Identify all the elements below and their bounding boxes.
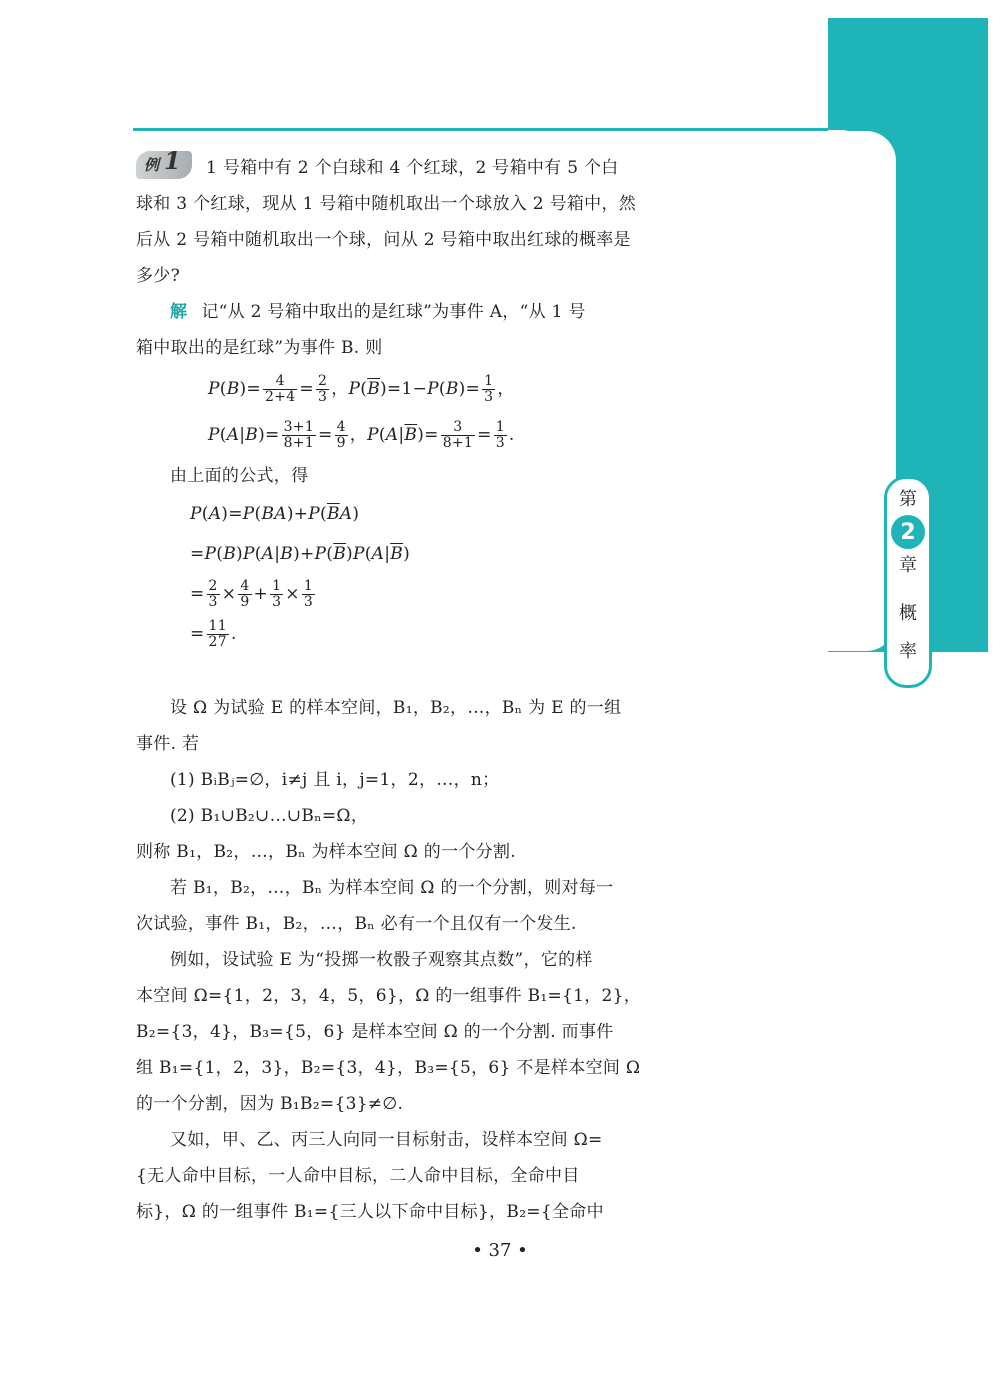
chapter-number: 2 [891, 515, 925, 549]
example-problem [102, 146, 642, 186]
equation-1: P(B)= $\frac{4}{2+4}$ = $\frac{2}{3}$ ，$P(\overline{B})=1-P(B)=$ $\frac{1}{3}$ ， [208, 373, 515, 405]
solution-line: 箱中取出的是红球”为事件 B. 则 [136, 338, 383, 358]
example-badge-text: 例 [144, 156, 160, 174]
para-line: 标}，Ω 的一组事件 B₁={三人以下命中目标}，B₂={全命中 [136, 1202, 604, 1222]
example-badge [136, 146, 192, 179]
page-number: • 37 • [472, 1240, 528, 1261]
problem-line: 1 号箱中有 2 个白球和 4 个红球，2 号箱中有 5 个白 [206, 158, 619, 178]
para-line: 例如，设试验 E 为“投掷一枚骰子观察其点数”，它的样 [170, 950, 593, 970]
para-line: {无人命中目标，一人命中目标，二人命中目标，全命中目 [136, 1166, 580, 1186]
spacer [136, 654, 642, 690]
derivation-line-4: = $\frac{11}{27}$ . [190, 618, 237, 650]
para-line: 的一个分割，因为 B₁B₂={3}≠∅. [136, 1094, 404, 1114]
derivation-line-3: = $\frac{2}{3}$ × $\frac{4}{9}$ + $\frac{1}{3}$ × $\frac{1}{3}$ [190, 578, 314, 610]
chapter-tab [884, 476, 932, 688]
para-line: 则称 B₁，B₂，…，Bₙ 为样本空间 Ω 的一个分割. [136, 842, 516, 862]
chapter-title-char-1: 概 [899, 603, 917, 624]
para-line: 事件. 若 [136, 734, 200, 754]
para-line: 设 Ω 为试验 E 的样本空间，B₁，B₂，…，Bₙ 为 E 的一组 [170, 698, 622, 718]
problem-line: 后从 2 号箱中随机取出一个球，问从 2 号箱中取出红球的概率是 [136, 230, 631, 250]
chapter-title-char-2: 率 [899, 641, 917, 662]
example-badge-number: 1 [164, 146, 181, 175]
derivation-line-1: $P(A)=P(BA)+P(\overline{B}A)$ [190, 504, 360, 524]
chapter-title [899, 603, 917, 663]
condition-1: (1) BᵢBⱼ=∅，i≠j 且 i，j=1，2，…，n； [170, 770, 500, 790]
problem-line: 球和 3 个红球，现从 1 号箱中随机取出一个球放入 2 号箱中，然 [136, 194, 637, 214]
chapter-suffix: 章 [899, 555, 917, 576]
para-line: 次试验，事件 B₁，B₂，…，Bₙ 必有一个且仅有一个发生. [136, 914, 577, 934]
condition-2: (2) B₁∪B₂∪…∪Bₙ=Ω， [170, 806, 369, 826]
page-content [136, 146, 642, 1230]
para-line: 本空间 Ω={1，2，3，4，5，6}，Ω 的一组事件 B₁={1，2}， [136, 986, 642, 1006]
solution-intro [136, 294, 642, 330]
solution-label: 解 [170, 302, 188, 322]
para-line: 组 B₁={1，2，3}，B₂={3，4}，B₃={5，6} 不是样本空间 Ω [136, 1058, 641, 1078]
para-line: B₂={3，4}，B₃={5，6} 是样本空间 Ω 的一个分割. 而事件 [136, 1022, 614, 1042]
problem-line: 多少? [136, 266, 181, 286]
header-rule [133, 128, 828, 131]
solution-line: 记“从 2 号箱中取出的是红球”为事件 A，“从 1 号 [201, 302, 586, 322]
derivation-line-2: $=P(B)P(A|B)+P(\overline{B})P(A|\overline{B})$ [190, 544, 410, 564]
header-band [828, 18, 988, 130]
formula-intro: 由上面的公式，得 [170, 466, 309, 486]
chapter-prefix: 第 [899, 489, 917, 510]
para-line: 又如，甲、乙、丙三人向同一目标射击，设样本空间 Ω= [170, 1130, 603, 1150]
para-line: 若 B₁，B₂，…，Bₙ 为样本空间 Ω 的一个分割，则对每一 [170, 878, 614, 898]
equation-2: P(A|B)= $\frac{3+1}{8+1}$ = $\frac{4}{9}$ ，$P(A|\overline{B})=$ $\frac{3}{8+1}$ = $\frac{1}{3}$ . [208, 419, 515, 451]
